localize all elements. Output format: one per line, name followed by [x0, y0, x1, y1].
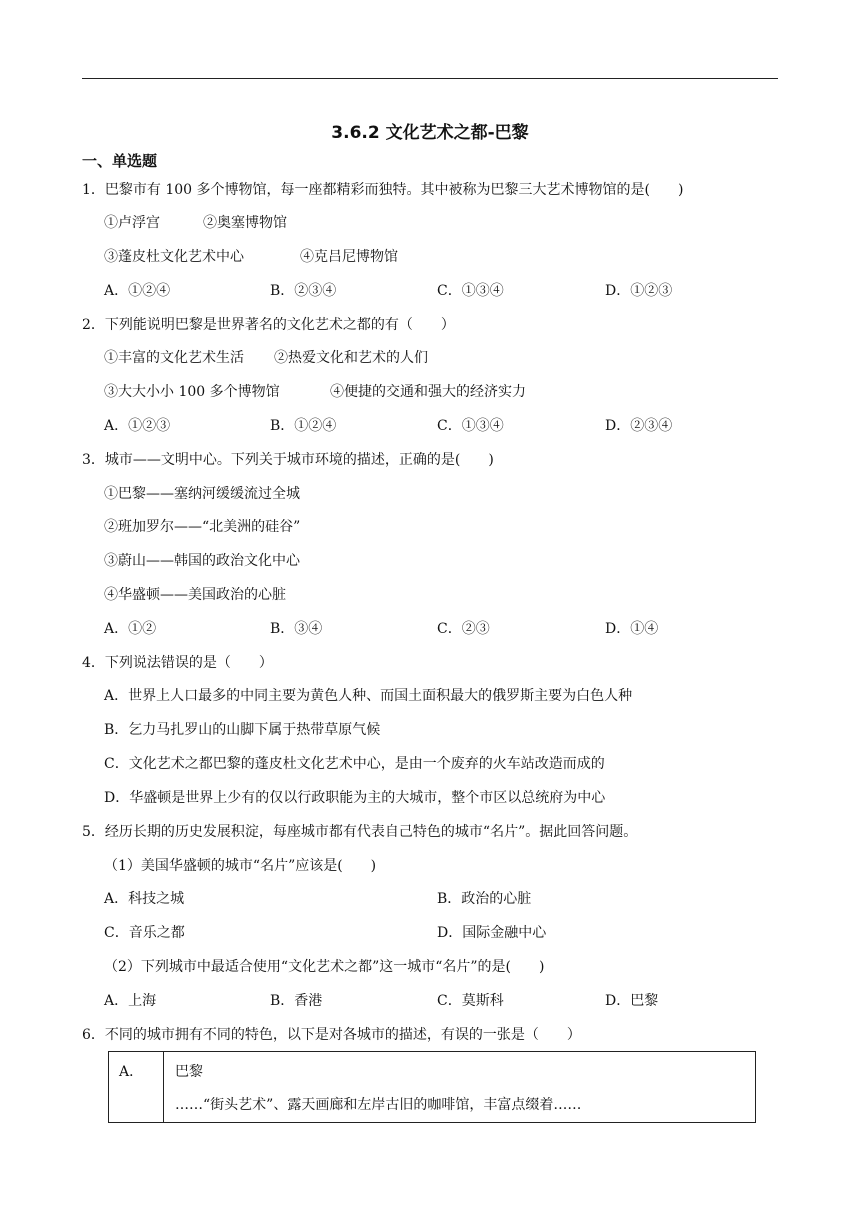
q2-item-1: ①丰富的文化艺术生活 [104, 350, 244, 366]
q5-sub2-option-a: A．上海 [104, 993, 157, 1009]
q2-item-4: ④便捷的交通和强大的经济实力 [330, 384, 526, 400]
q5-sub1-option-c: C．音乐之都 [104, 925, 185, 941]
q2-option-b: B．①②④ [270, 418, 337, 434]
q5-stem: 5．经历长期的历史发展积淀，每座城市都有代表自己特色的城市“名片”。据此回答问题。 [82, 824, 638, 840]
q3-item-4: ④华盛顿——美国政治的心脏 [104, 587, 286, 603]
q5-sub1-option-a: A．科技之城 [104, 891, 185, 907]
q3-item-1: ①巴黎——塞纳河缓缓流过全城 [104, 486, 300, 502]
page-title: 3.6.2 文化艺术之都-巴黎 [331, 123, 529, 143]
header-rule [82, 78, 778, 79]
q1-stem: 1．巴黎市有 100 多个博物馆，每一座都精彩而独特。其中被称为巴黎三大艺术博物馆的是( ) [82, 182, 684, 198]
q3-option-c: C．②③ [437, 621, 490, 637]
q5-sub1-option-b: B．政治的心脏 [437, 891, 532, 907]
q1-option-a: A．①②④ [104, 283, 171, 299]
q4-option-a: A．世界上人口最多的中同主要为黄色人种、而国土面积最大的俄罗斯主要为白色人种 [104, 688, 633, 704]
q3-item-3: ③蔚山——韩国的政治文化中心 [104, 553, 300, 569]
q3-option-a: A．①② [104, 621, 157, 637]
q1-option-d: D．①②③ [605, 283, 673, 299]
q1-item-2: ②奥塞博物馆 [203, 215, 287, 231]
q3-stem: 3．城市——文明中心。下列关于城市环境的描述，正确的是( ) [82, 452, 494, 468]
q4-option-c: C．文化艺术之都巴黎的蓬皮杜文化艺术中心，是由一个废弃的火车站改造而成的 [104, 756, 605, 772]
q5-sub2-option-c: C．莫斯科 [437, 993, 504, 1009]
q5-sub1-option-d: D．国际金融中心 [437, 925, 547, 941]
q1-option-b: B．②③④ [270, 283, 337, 299]
q3-option-b: B．③④ [270, 621, 323, 637]
q2-item-3: ③大大小小 100 多个博物馆 [104, 384, 280, 400]
q3-item-2: ②班加罗尔——“北美洲的硅谷” [104, 519, 301, 535]
q2-option-a: A．①②③ [104, 418, 171, 434]
q5-sub2-option-b: B．香港 [270, 993, 323, 1009]
q1-item-1: ①卢浮宫 [104, 215, 160, 231]
q1-option-c: C．①③④ [437, 283, 504, 299]
q5-sub2-option-d: D．巴黎 [605, 993, 659, 1009]
q6-row-description: ……“街头艺术”、露天画廊和左岸古旧的咖啡馆，丰富点缀着…… [175, 1097, 582, 1113]
q4-option-b: B．乞力马扎罗山的山脚下属于热带草原气候 [104, 722, 381, 738]
q1-item-3: ③蓬皮杜文化艺术中心 [104, 249, 244, 265]
q2-item-2: ②热爱文化和艺术的人们 [274, 350, 428, 366]
q5-sub2-stem: （2）下列城市中最适合使用“文化艺术之都”这一城市“名片”的是( ) [104, 959, 545, 975]
q2-option-d: D．②③④ [605, 418, 673, 434]
q4-stem: 4．下列说法错误的是（ ） [82, 655, 273, 671]
q1-item-4: ④克吕尼博物馆 [300, 249, 398, 265]
q6-row-label: A． [119, 1064, 144, 1080]
q6-row-city: 巴黎 [175, 1064, 203, 1080]
q6-stem: 6．不同的城市拥有不同的特色，以下是对各城市的描述，有误的一张是（ ） [82, 1027, 581, 1043]
q3-option-d: D．①④ [605, 621, 659, 637]
q2-stem: 2．下列能说明巴黎是世界著名的文化艺术之都的有（ ） [82, 317, 455, 333]
q4-option-d: D．华盛顿是世界上少有的仅以行政职能为主的大城市，整个市区以总统府为中心 [104, 790, 606, 806]
q6-table [108, 1051, 756, 1123]
section-heading: 一、单选题 [82, 152, 158, 170]
q5-sub1-stem: （1）美国华盛顿的城市“名片”应该是( ) [104, 858, 377, 874]
q2-option-c: C．①③④ [437, 418, 504, 434]
q6-table-divider [163, 1052, 164, 1122]
